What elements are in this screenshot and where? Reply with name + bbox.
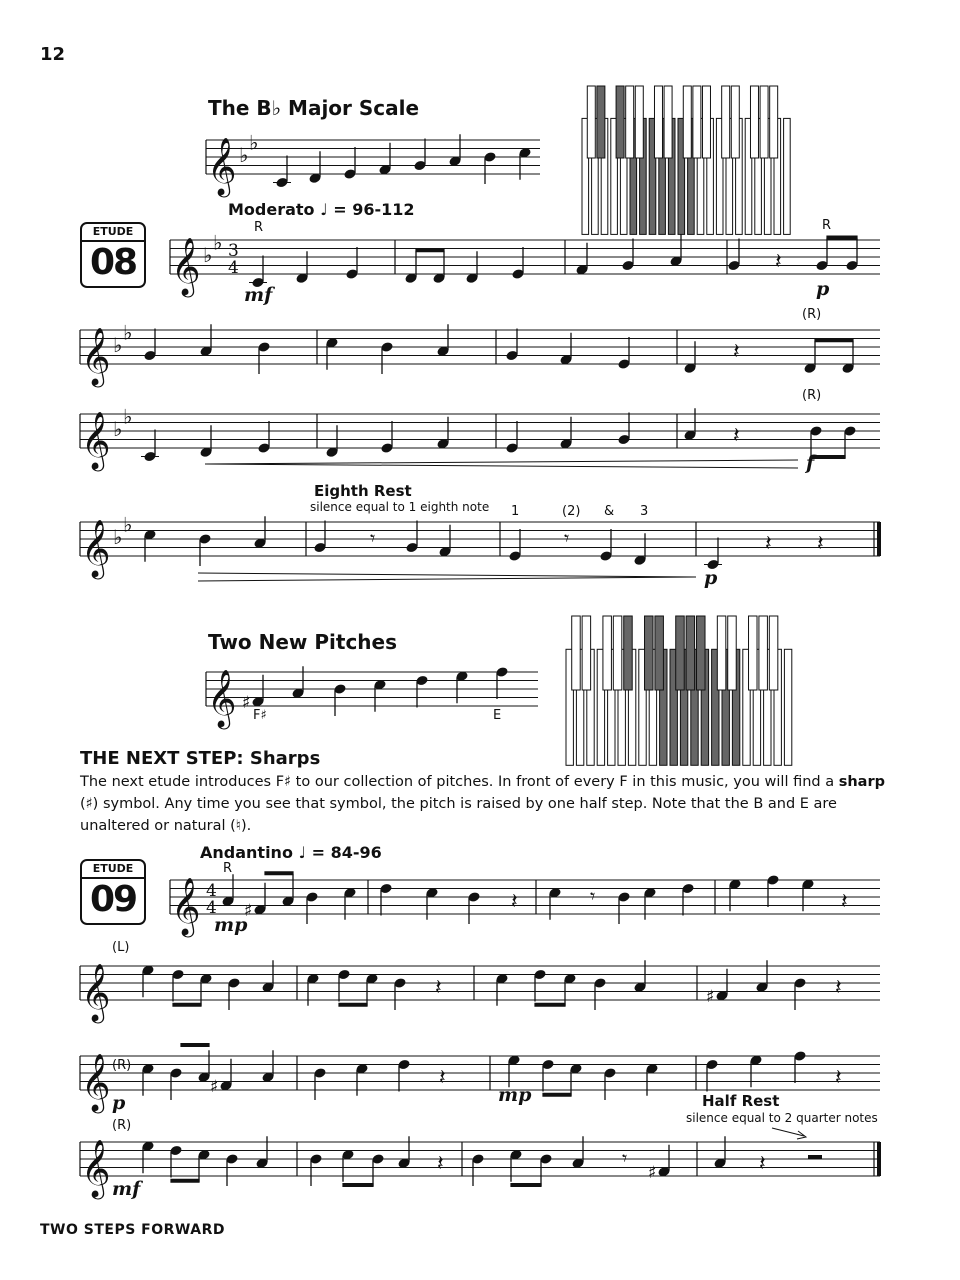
marimba-accidental-bar — [645, 616, 654, 690]
quarter-rest-icon: 𝄽 — [775, 249, 782, 275]
pitch-label: F♯ — [253, 708, 267, 723]
sticking-mark: (R) — [112, 1058, 132, 1073]
marimba-accidental-bar — [731, 86, 739, 158]
marimba-accidental-bar — [613, 616, 622, 690]
treble-clef-icon: 𝄞 — [207, 137, 237, 195]
marimba-accidental-bar — [693, 86, 701, 158]
quarter-rest-icon: 𝄽 — [435, 975, 442, 1001]
footer-book-title: TWO STEPS FORWARD — [40, 1222, 225, 1238]
quarter-rest-icon: 𝄽 — [437, 1151, 444, 1177]
dynamic-mark: f — [806, 452, 815, 474]
crescendo-hairpin — [205, 460, 798, 464]
marimba-accidental-bar — [597, 86, 605, 158]
marimba-accidental-bar — [722, 86, 730, 158]
etude-number: 08 — [89, 242, 137, 283]
beam — [338, 1003, 367, 1007]
quarter-rest-icon: 𝄽 — [817, 531, 824, 557]
final-barline — [877, 1142, 881, 1176]
marimba-accidental-bar — [759, 616, 768, 690]
sharp-icon: ♯ — [648, 1162, 657, 1183]
marimba-accidental-bar — [664, 86, 672, 158]
dynamic-mark: p — [704, 567, 718, 589]
decrescendo-hairpin — [198, 577, 696, 581]
beam — [534, 1003, 565, 1007]
marimba-natural-bar — [784, 649, 791, 765]
treble-clef-icon: 𝄞 — [81, 327, 111, 385]
marimba-accidental-bar — [750, 86, 758, 158]
time-signature: 4 — [206, 898, 217, 918]
beam — [170, 1179, 199, 1183]
count-label: 1 — [511, 504, 520, 519]
time-signature: 4 — [206, 881, 217, 901]
flat-icon: ♭ — [239, 143, 249, 167]
dynamic-mark: mp — [214, 914, 248, 936]
quarter-rest-icon: 𝄽 — [511, 889, 518, 915]
next-step-paragraph — [80, 771, 900, 837]
flat-icon: ♭ — [249, 130, 259, 155]
sticking-mark: (L) — [112, 940, 130, 955]
sharp-icon: ♯ — [210, 1076, 219, 1097]
eighth-rest-description: silence equal to 1 eighth note — [310, 500, 490, 514]
dynamic-mark: mp — [498, 1084, 532, 1106]
sticking-mark: (R) — [802, 307, 822, 322]
next-step-heading: THE NEXT STEP: Sharps — [80, 748, 321, 769]
quarter-rest-icon: 𝄽 — [841, 889, 848, 915]
etude-08-badge — [80, 222, 146, 288]
marimba-accidental-bar — [702, 86, 710, 158]
quarter-rest-icon: 𝄽 — [765, 531, 772, 557]
final-barline — [877, 522, 881, 556]
flat-icon: ♭ — [113, 417, 123, 441]
treble-clef-icon: 𝄞 — [81, 519, 111, 577]
etude-label: ETUDE — [82, 861, 144, 879]
half-rest-icon — [808, 1155, 822, 1159]
eighth-rest-icon: 𝄾 — [622, 1146, 628, 1170]
half-rest-title: Half Rest — [702, 1092, 780, 1110]
paragraph-bold-term: sharp — [838, 774, 885, 790]
treble-clef-icon: 𝄞 — [81, 1053, 111, 1111]
quarter-rest-icon: 𝄽 — [733, 339, 740, 365]
marimba-accidental-bar — [683, 86, 691, 158]
scale-title: The B♭ Major Scale — [208, 96, 420, 120]
beam — [172, 1003, 201, 1007]
marimba-accidental-bar — [749, 616, 758, 690]
treble-clef-icon: 𝄞 — [81, 1139, 111, 1197]
quarter-rest-icon: 𝄽 — [733, 423, 740, 449]
sticking-mark: R — [254, 220, 264, 235]
marimba-accidental-bar — [603, 616, 612, 690]
decrescendo-hairpin — [198, 573, 696, 577]
paragraph-text: The next etude introduces F♯ to our collection of pitches. In front of every F in this music, you will find a — [80, 774, 839, 790]
marimba-accidental-bar — [686, 616, 695, 690]
crescendo-hairpin — [205, 464, 798, 468]
quarter-rest-icon: 𝄽 — [835, 975, 842, 1001]
flat-icon: ♭ — [213, 230, 223, 255]
flat-icon: ♭ — [113, 333, 123, 357]
marimba-accidental-bar — [587, 86, 595, 158]
etude-09-badge — [80, 859, 146, 925]
beam — [415, 248, 444, 252]
marimba-accidental-bar — [624, 616, 633, 690]
beam — [342, 1183, 373, 1187]
etude-number: 09 — [89, 879, 137, 920]
marimba-accidental-bar — [760, 86, 768, 158]
marimba-accidental-bar — [770, 86, 778, 158]
dynamic-mark: mf — [112, 1178, 141, 1200]
eighth-rest-icon: 𝄾 — [590, 884, 596, 908]
count-label: & — [604, 504, 615, 519]
eighth-rest-title: Eighth Rest — [314, 482, 412, 500]
marimba-accidental-bar — [654, 86, 662, 158]
page-number: 12 — [40, 44, 66, 65]
count-label: 3 — [640, 504, 649, 519]
count-label: (2) — [562, 504, 581, 519]
beam — [810, 455, 845, 459]
quarter-rest-icon: 𝄽 — [835, 1065, 842, 1091]
flat-icon: ♭ — [113, 525, 123, 549]
treble-clef-icon: 𝄞 — [171, 877, 201, 935]
sticking-mark: (R) — [112, 1118, 132, 1133]
sticking-mark: R — [223, 861, 233, 876]
flat-icon: ♭ — [123, 404, 133, 429]
marimba-accidental-bar — [616, 86, 624, 158]
time-signature: 3 — [228, 241, 239, 261]
treble-clef-icon: 𝄞 — [81, 963, 111, 1021]
quarter-rest-icon: 𝄽 — [439, 1065, 446, 1091]
marimba-accidental-bar — [769, 616, 778, 690]
sharp-icon: ♯ — [706, 986, 715, 1007]
treble-clef-icon: 𝄞 — [171, 237, 201, 295]
marimba-accidental-bar — [717, 616, 726, 690]
sharp-icon: ♯ — [244, 900, 253, 921]
marimba-natural-bar — [784, 118, 791, 234]
half-rest-description: silence equal to 2 quarter notes — [686, 1111, 878, 1125]
marimba-accidental-bar — [655, 616, 664, 690]
paragraph-text: (♯) symbol. Any time you see that symbol, the pitch is raised by one half step. Note that the B and E are unaltered or natural (♮). — [80, 796, 837, 834]
sharp-icon: ♯ — [242, 692, 251, 713]
dynamic-mark: mf — [244, 284, 273, 306]
beam — [510, 1183, 541, 1187]
flat-icon: ♭ — [123, 512, 133, 537]
beam — [180, 1043, 209, 1047]
dynamic-mark: p — [816, 278, 830, 300]
marimba-accidental-bar — [626, 86, 634, 158]
beam — [264, 871, 293, 875]
beam — [826, 236, 857, 240]
quarter-rest-icon: 𝄽 — [759, 1151, 766, 1177]
marimba-accidental-bar — [728, 616, 737, 690]
marimba-accidental-bar — [635, 86, 643, 158]
marimba-accidental-bar — [582, 616, 591, 690]
etude-08-tempo: Moderato ♩ = 96-112 — [228, 200, 415, 219]
treble-clef-icon: 𝄞 — [81, 411, 111, 469]
eighth-rest-icon: 𝄾 — [370, 526, 376, 550]
marimba-accidental-bar — [572, 616, 581, 690]
sticking-mark: R — [822, 218, 832, 233]
etude-label: ETUDE — [82, 224, 144, 242]
beam — [542, 1093, 571, 1097]
time-signature: 4 — [228, 258, 239, 278]
beam — [814, 338, 853, 342]
dynamic-mark: p — [112, 1092, 126, 1114]
sticking-mark: (R) — [802, 388, 822, 403]
treble-clef-icon: 𝄞 — [207, 669, 237, 727]
flat-icon: ♭ — [203, 243, 213, 267]
marimba-accidental-bar — [676, 616, 685, 690]
pitch-label: E — [493, 708, 502, 723]
etude-09-tempo: Andantino ♩ = 84-96 — [200, 843, 382, 862]
marimba-accidental-bar — [697, 616, 706, 690]
flat-icon: ♭ — [123, 320, 133, 345]
eighth-rest-icon: 𝄾 — [564, 526, 570, 550]
new-pitches-title: Two New Pitches — [208, 630, 398, 654]
